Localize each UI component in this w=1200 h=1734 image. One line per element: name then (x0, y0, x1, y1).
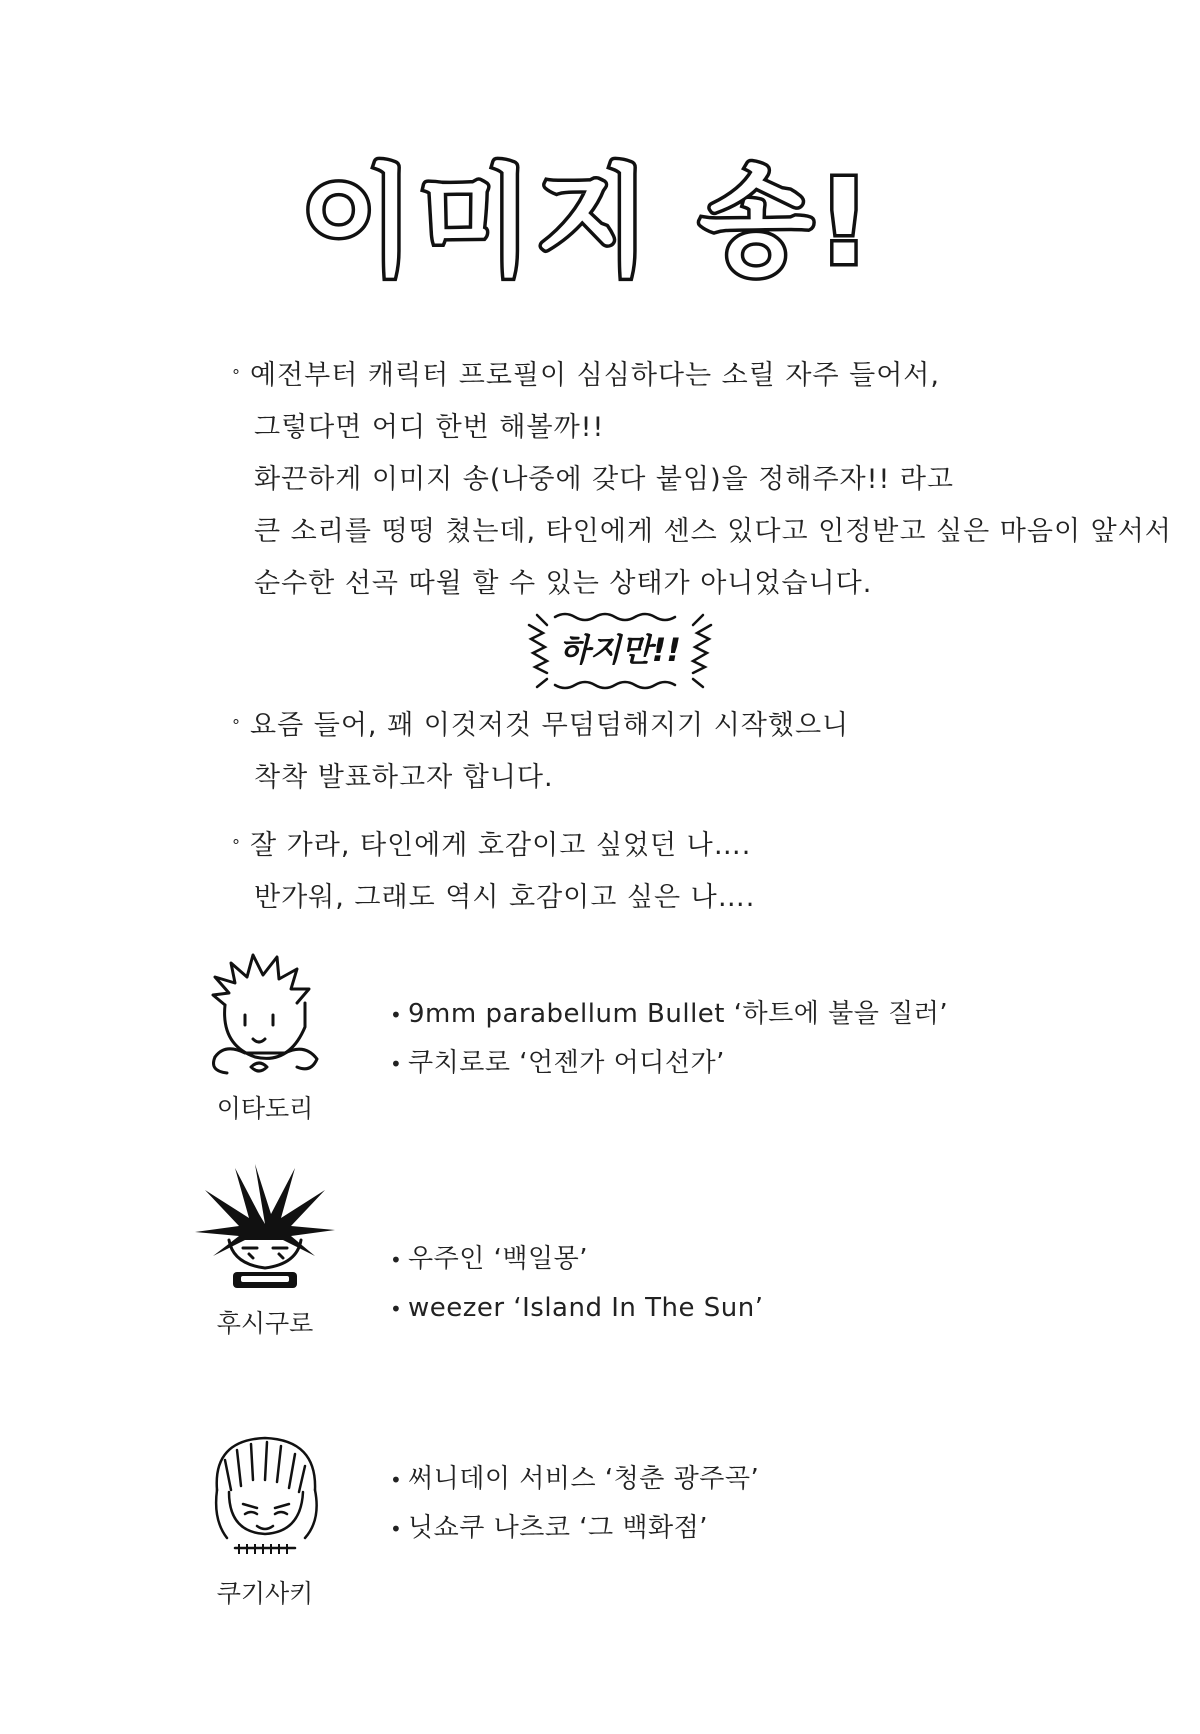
title-lettering (280, 135, 960, 295)
bullet-circle-icon: ° (232, 836, 241, 855)
bullet-dot-icon: • (390, 1297, 403, 1321)
songs-kugisaki (390, 1455, 759, 1553)
fushiguro-face-icon (195, 1160, 335, 1300)
song-item: • 써니데이 서비스 ‘청춘 광주곡’ (390, 1455, 759, 1504)
character-name: 이타도리 (216, 1094, 314, 1123)
intro-line: 큰 소리를 떵떵 쳤는데, 타인에게 센스 있다고 인정받고 싶은 마음이 앞서서 (254, 516, 1172, 547)
burst-text: 하지만!! (559, 631, 681, 669)
song-item: • 9mm parabellum Bullet ‘하트에 불을 질러’ (390, 990, 948, 1039)
character-itadori (195, 945, 355, 1125)
song-item: • 닛쇼쿠 나츠코 ‘그 백화점’ (390, 1504, 759, 1553)
farewell-paragraph (232, 820, 755, 924)
burst-callout (515, 605, 725, 695)
intro-line: 그렇다면 어디 한번 해볼까!! (254, 412, 605, 443)
character-fushiguro (195, 1160, 355, 1340)
recent-line: 착착 발표하고자 합니다. (254, 762, 554, 793)
song-item: • 쿠치로로 ‘언젠가 어디선가’ (390, 1039, 948, 1088)
bullet-circle-icon: ° (232, 366, 241, 385)
intro-paragraph (232, 350, 1172, 610)
itadori-face-icon (195, 945, 335, 1085)
kugisaki-face-icon (195, 1430, 335, 1570)
intro-line: 화끈하게 이미지 송(나중에 갖다 붙임)을 정해주자!! 라고 (254, 464, 955, 495)
character-name: 후시구로 (216, 1309, 314, 1338)
song-item: • 우주인 ‘백일몽’ (390, 1235, 764, 1284)
songs-fushiguro (390, 1235, 764, 1333)
character-kugisaki (195, 1430, 355, 1610)
songs-itadori (390, 990, 948, 1088)
farewell-line: 반가워, 그래도 역시 호감이고 싶은 나…. (254, 882, 756, 913)
bullet-dot-icon: • (390, 1052, 403, 1076)
farewell-line: ° 잘 가라, 타인에게 호감이고 싶었던 나…. (232, 820, 755, 872)
title-text: 이미지 송! (300, 153, 875, 291)
page-title (280, 135, 960, 295)
recent-line: ° 요즘 들어, 꽤 이것저것 무덤덤해지기 시작했으니 (232, 700, 849, 752)
bullet-dot-icon: • (390, 1003, 403, 1027)
recent-paragraph (232, 700, 849, 804)
song-item: • weezer ‘Island In The Sun’ (390, 1284, 764, 1333)
intro-line: ° 예전부터 캐릭터 프로필이 심심하다는 소릴 자주 들어서, (232, 350, 1172, 402)
bullet-circle-icon: ° (232, 716, 241, 735)
intro-line: 순수한 선곡 따윌 할 수 있는 상태가 아니었습니다. (254, 568, 873, 599)
bullet-dot-icon: • (390, 1248, 403, 1272)
character-name: 쿠기사키 (216, 1579, 314, 1608)
bullet-dot-icon: • (390, 1517, 403, 1541)
bullet-dot-icon: • (390, 1468, 403, 1492)
